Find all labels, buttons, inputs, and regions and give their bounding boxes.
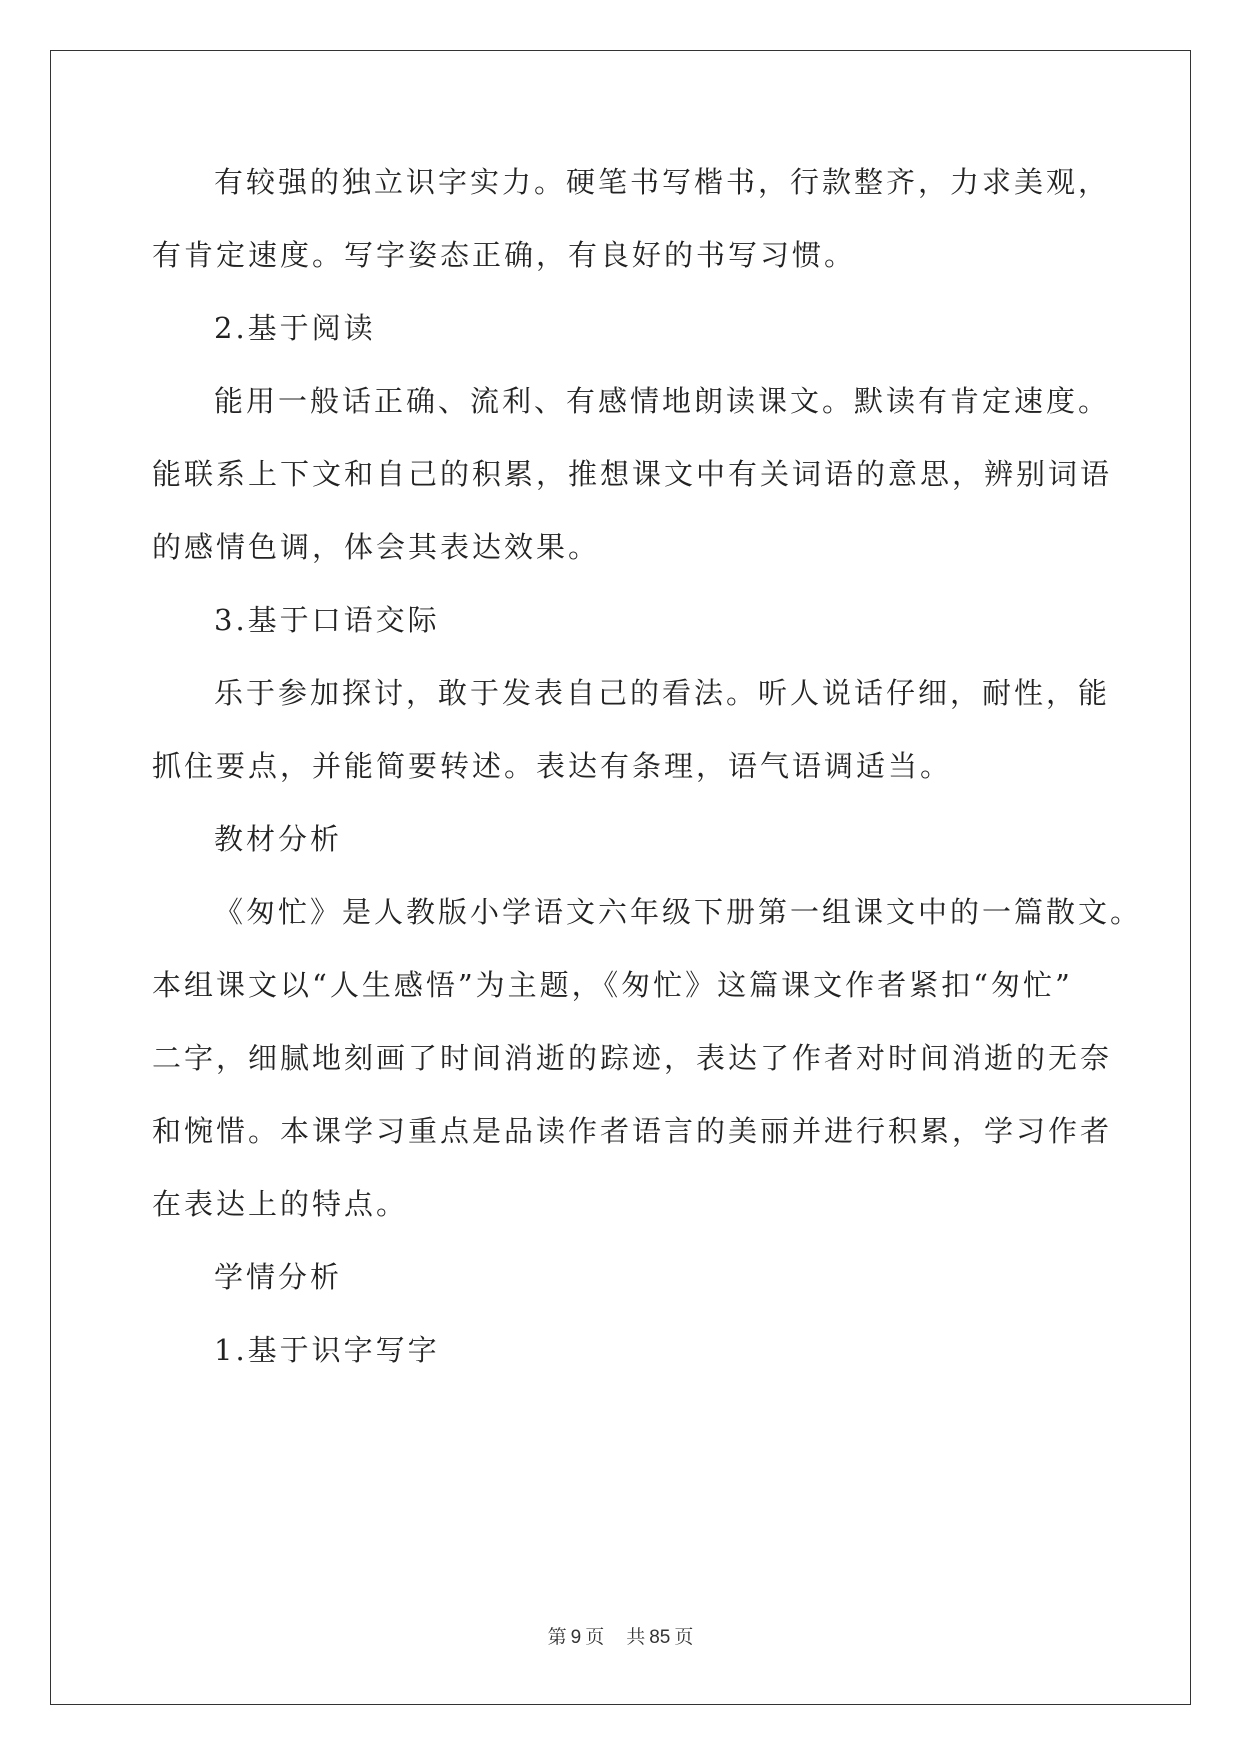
text-line: 《匆忙》是人教版小学语文六年级下册第一组课文中的一篇散文。 [214,895,1143,929]
section-heading-oral: 3.基于口语交际 [214,603,440,637]
section-heading-literacy: 1.基于识字写字 [214,1333,440,1367]
text-line: 二字，细腻地刻画了时间消逝的踪迹，表达了作者对时间消逝的无奈 [152,1041,1113,1075]
page-suffix: 页 [585,1626,605,1648]
section-heading-material: 教材分析 [214,822,343,856]
total-prefix: 共 [626,1626,646,1648]
section-heading-learner: 学情分析 [214,1260,343,1294]
total-suffix: 页 [674,1626,694,1648]
text-line: 在表达上的特点。 [152,1187,409,1221]
text-line: 抓住要点，并能简要转述。表达有条理，语气语调适当。 [152,749,953,783]
text-line: 乐于参加探讨，敢于发表自己的看法。听人说话仔细，耐性，能 [214,676,1111,710]
text-line: 能用一般话正确、流利、有感情地朗读课文。默读有肯定速度。 [214,384,1111,418]
text-line: 有较强的独立识字实力。硬笔书写楷书，行款整齐，力求美观， [214,165,1111,199]
page-number: 9 [570,1627,582,1648]
section-heading-reading: 2.基于阅读 [214,311,376,345]
page-border [50,50,1191,1705]
text-line: 的感情色调，体会其表达效果。 [152,530,601,564]
page-footer [0,1622,1241,1649]
text-line: 和惋惜。本课学习重点是品读作者语言的美丽并进行积累，学习作者 [152,1114,1113,1148]
total-pages: 85 [649,1627,671,1648]
text-line: 有肯定速度。写字姿态正确，有良好的书写习惯。 [152,238,857,272]
text-line: 本组课文以“人生感悟”为主题，《匆忙》这篇课文作者紧扣“匆忙” [152,968,1073,1002]
text-line: 能联系上下文和自己的积累，推想课文中有关词语的意思，辨别词语 [152,457,1113,491]
page-prefix: 第 [547,1626,567,1648]
